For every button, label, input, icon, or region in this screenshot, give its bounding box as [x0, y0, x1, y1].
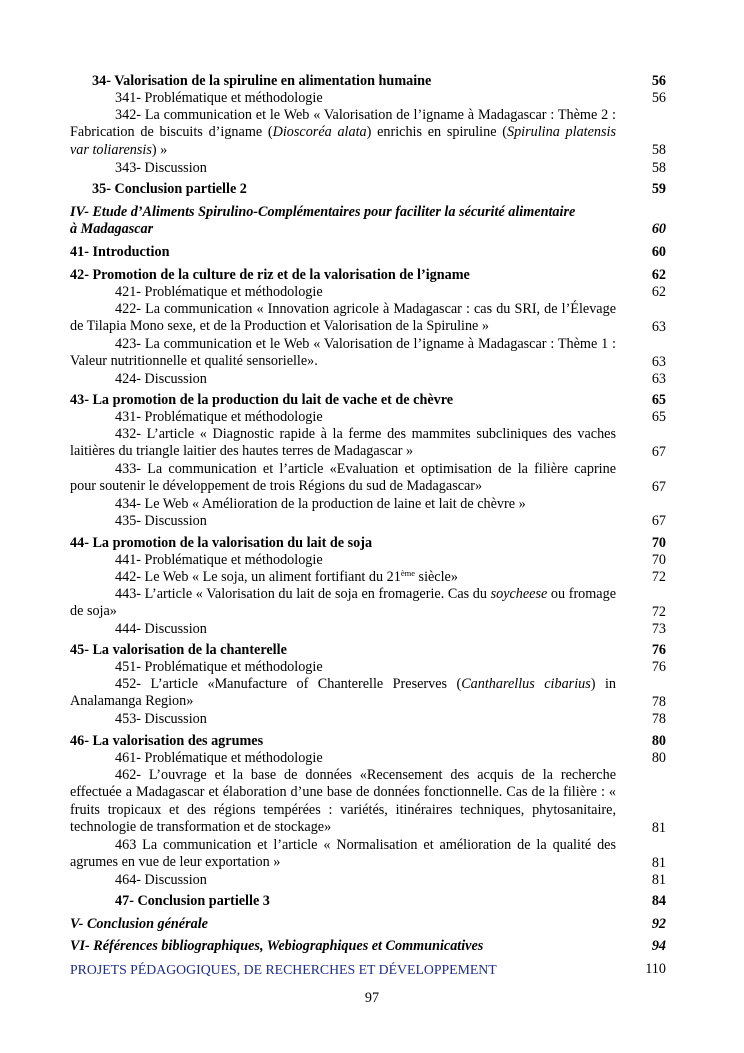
- toc-entry-page: 80: [651, 750, 666, 766]
- toc-entry-page: 67: [651, 444, 666, 460]
- toc-entry-title: 45- La valorisation de la chanterelle: [70, 642, 287, 658]
- toc-entry-title: 432- L’article « Diagnostic rapide à la ferme des mammites subcliniques des vaches laitières du triangle laitier des hautes terres de Madagascar »: [70, 426, 616, 460]
- toc-entry-page: 60: [651, 244, 666, 260]
- toc-entry-title-line2: à Madagascar: [70, 221, 154, 237]
- toc-entry-title: 424- Discussion: [115, 371, 207, 387]
- toc-entry-title: 464- Discussion: [115, 872, 207, 888]
- toc-entry-page: 67: [651, 479, 666, 495]
- toc-entry-title: 47- Conclusion partielle 3: [115, 893, 270, 909]
- toc-entry-page: 76: [651, 659, 666, 675]
- toc-entry-page: 67: [651, 513, 666, 529]
- toc-entry-page: 65: [651, 409, 666, 425]
- toc-entry-page: 56: [651, 90, 666, 106]
- toc-entry-page: 94: [651, 938, 666, 954]
- toc-entry-title: PROJETS PÉDAGOGIQUES, DE RECHERCHES ET DÉVELOPPEMENT: [70, 962, 497, 977]
- toc-entry-page: 65: [651, 392, 666, 408]
- toc-entry-page: 110: [645, 961, 666, 977]
- toc-entry-title: 42- Promotion de la culture de riz et de la valorisation de l’igname: [70, 267, 470, 283]
- toc-entry-title: 443- L’article « Valorisation du lait de soja en fromagerie. Cas du soycheese ou fromage de soja»: [70, 586, 616, 620]
- toc-entry-title: 435- Discussion: [115, 513, 207, 529]
- toc-entry-page: 70: [651, 535, 666, 551]
- toc-entry-page: 60: [651, 221, 666, 237]
- toc-entry-title: 461- Problématique et méthodologie: [115, 750, 323, 766]
- toc-entry-page: 62: [651, 284, 666, 300]
- toc-entry-page: 72: [651, 604, 666, 620]
- toc-entry-title: 44- La promotion de la valorisation du lait de soja: [70, 535, 373, 551]
- toc-entry-title: 423- La communication et le Web « Valorisation de l’igname à Madagascar : Thème 1 : Valeur nutritionnelle et qualité sensorielle».: [70, 336, 616, 370]
- toc-entry-page: 63: [651, 354, 666, 370]
- toc-entry-page: 92: [651, 916, 666, 932]
- toc-entry-title: 343- Discussion: [115, 160, 207, 176]
- toc-entry-page: 78: [651, 711, 666, 727]
- toc-entry-page: 63: [651, 371, 666, 387]
- toc-entry-page: 63: [651, 319, 666, 335]
- toc-entry-page: 73: [651, 621, 666, 637]
- toc-entry-title: 422- La communication « Innovation agricole à Madagascar : cas du SRI, de l’Élevage de Tilapia Mono sexe, et de la Production et Valorisation de la Spiruline »: [70, 301, 616, 335]
- toc-entry-title: 452- L’article «Manufacture of Chanterelle Preserves (Cantharellus cibarius) in Analamanga Region»: [70, 676, 616, 710]
- toc-entry-title: 462- L’ouvrage et la base de données «Recensement des acquis de la recherche effectuée a Madagascar et élaboration d’une base de données fonctionnelle. Cas de la filière : « fruits tropicaux et des régions tempérées : variétés, itinéraires techniques, phytosanitaire, technologie de transformation et de stockage»: [70, 767, 616, 835]
- toc-entry-page: 80: [651, 733, 666, 749]
- page-number: 97: [364, 990, 380, 1006]
- toc-entry-page: 81: [651, 820, 666, 836]
- toc-entry-title: 34- Valorisation de la spiruline en alimentation humaine: [92, 73, 432, 89]
- toc-entry-title: 431- Problématique et méthodologie: [115, 409, 323, 425]
- toc-entry-title: 41- Introduction: [70, 244, 170, 260]
- toc-entry-title: 35- Conclusion partielle 2: [92, 181, 247, 197]
- toc-entry-title: VI- Références bibliographiques, Webiographiques et Communicatives: [70, 938, 484, 954]
- toc-entry-title: 453- Discussion: [115, 711, 207, 727]
- toc-entry-title: 43- La promotion de la production du lait de vache et de chèvre: [70, 392, 454, 408]
- toc-entry-page: 59: [651, 181, 666, 197]
- toc-entry-title: 46- La valorisation des agrumes: [70, 733, 264, 749]
- toc-entry-page: 76: [651, 642, 666, 658]
- toc-entry-title: 441- Problématique et méthodologie: [115, 552, 323, 568]
- toc-entry-title: 442- Le Web « Le soja, un aliment fortifiant du 21ème siècle»: [115, 568, 458, 585]
- toc-entry-title: 444- Discussion: [115, 621, 207, 637]
- toc-entry-title: 342- La communication et le Web « Valorisation de l’igname à Madagascar : Thème 2 : Fabrication de biscuits d’igname (Dioscoréa alata) enrichis en spiruline (Spirulina platensis var toliarensis) »: [70, 107, 616, 158]
- toc-entry-title: V- Conclusion générale: [70, 916, 208, 932]
- toc-entry-title-line1: IV- Etude d’Aliments Spirulino-Complémentaires pour faciliter la sécurité alimentaire: [70, 204, 576, 220]
- toc-entry-title: 451- Problématique et méthodologie: [115, 659, 323, 675]
- toc-entry-page: 84: [651, 893, 666, 909]
- toc-entry-page: 81: [651, 855, 666, 871]
- toc-entry-page: 81: [651, 872, 666, 888]
- toc-entry-title: 434- Le Web « Amélioration de la production de laine et lait de chèvre »: [115, 496, 526, 512]
- toc-entry-page: 58: [651, 160, 666, 176]
- toc-entry-title: 433- La communication et l’article «Evaluation et optimisation de la filière caprine pour soutenir le développement de trois Régions du sud de Madagascar»: [70, 461, 616, 495]
- toc-entry-page: 56: [651, 73, 666, 89]
- toc-entry-page: 62: [651, 267, 666, 283]
- toc-entry-title: 341- Problématique et méthodologie: [115, 90, 323, 106]
- toc-entry-page: 70: [651, 552, 666, 568]
- toc-entry-title: 421- Problématique et méthodologie: [115, 284, 323, 300]
- toc-entry-page: 72: [651, 569, 666, 585]
- toc-entry-page: 58: [651, 142, 666, 158]
- toc-entry-title: 463 La communication et l’article « Normalisation et amélioration de la qualité des agrumes en vue de leur exportation »: [70, 837, 616, 871]
- toc-entry-page: 78: [651, 694, 666, 710]
